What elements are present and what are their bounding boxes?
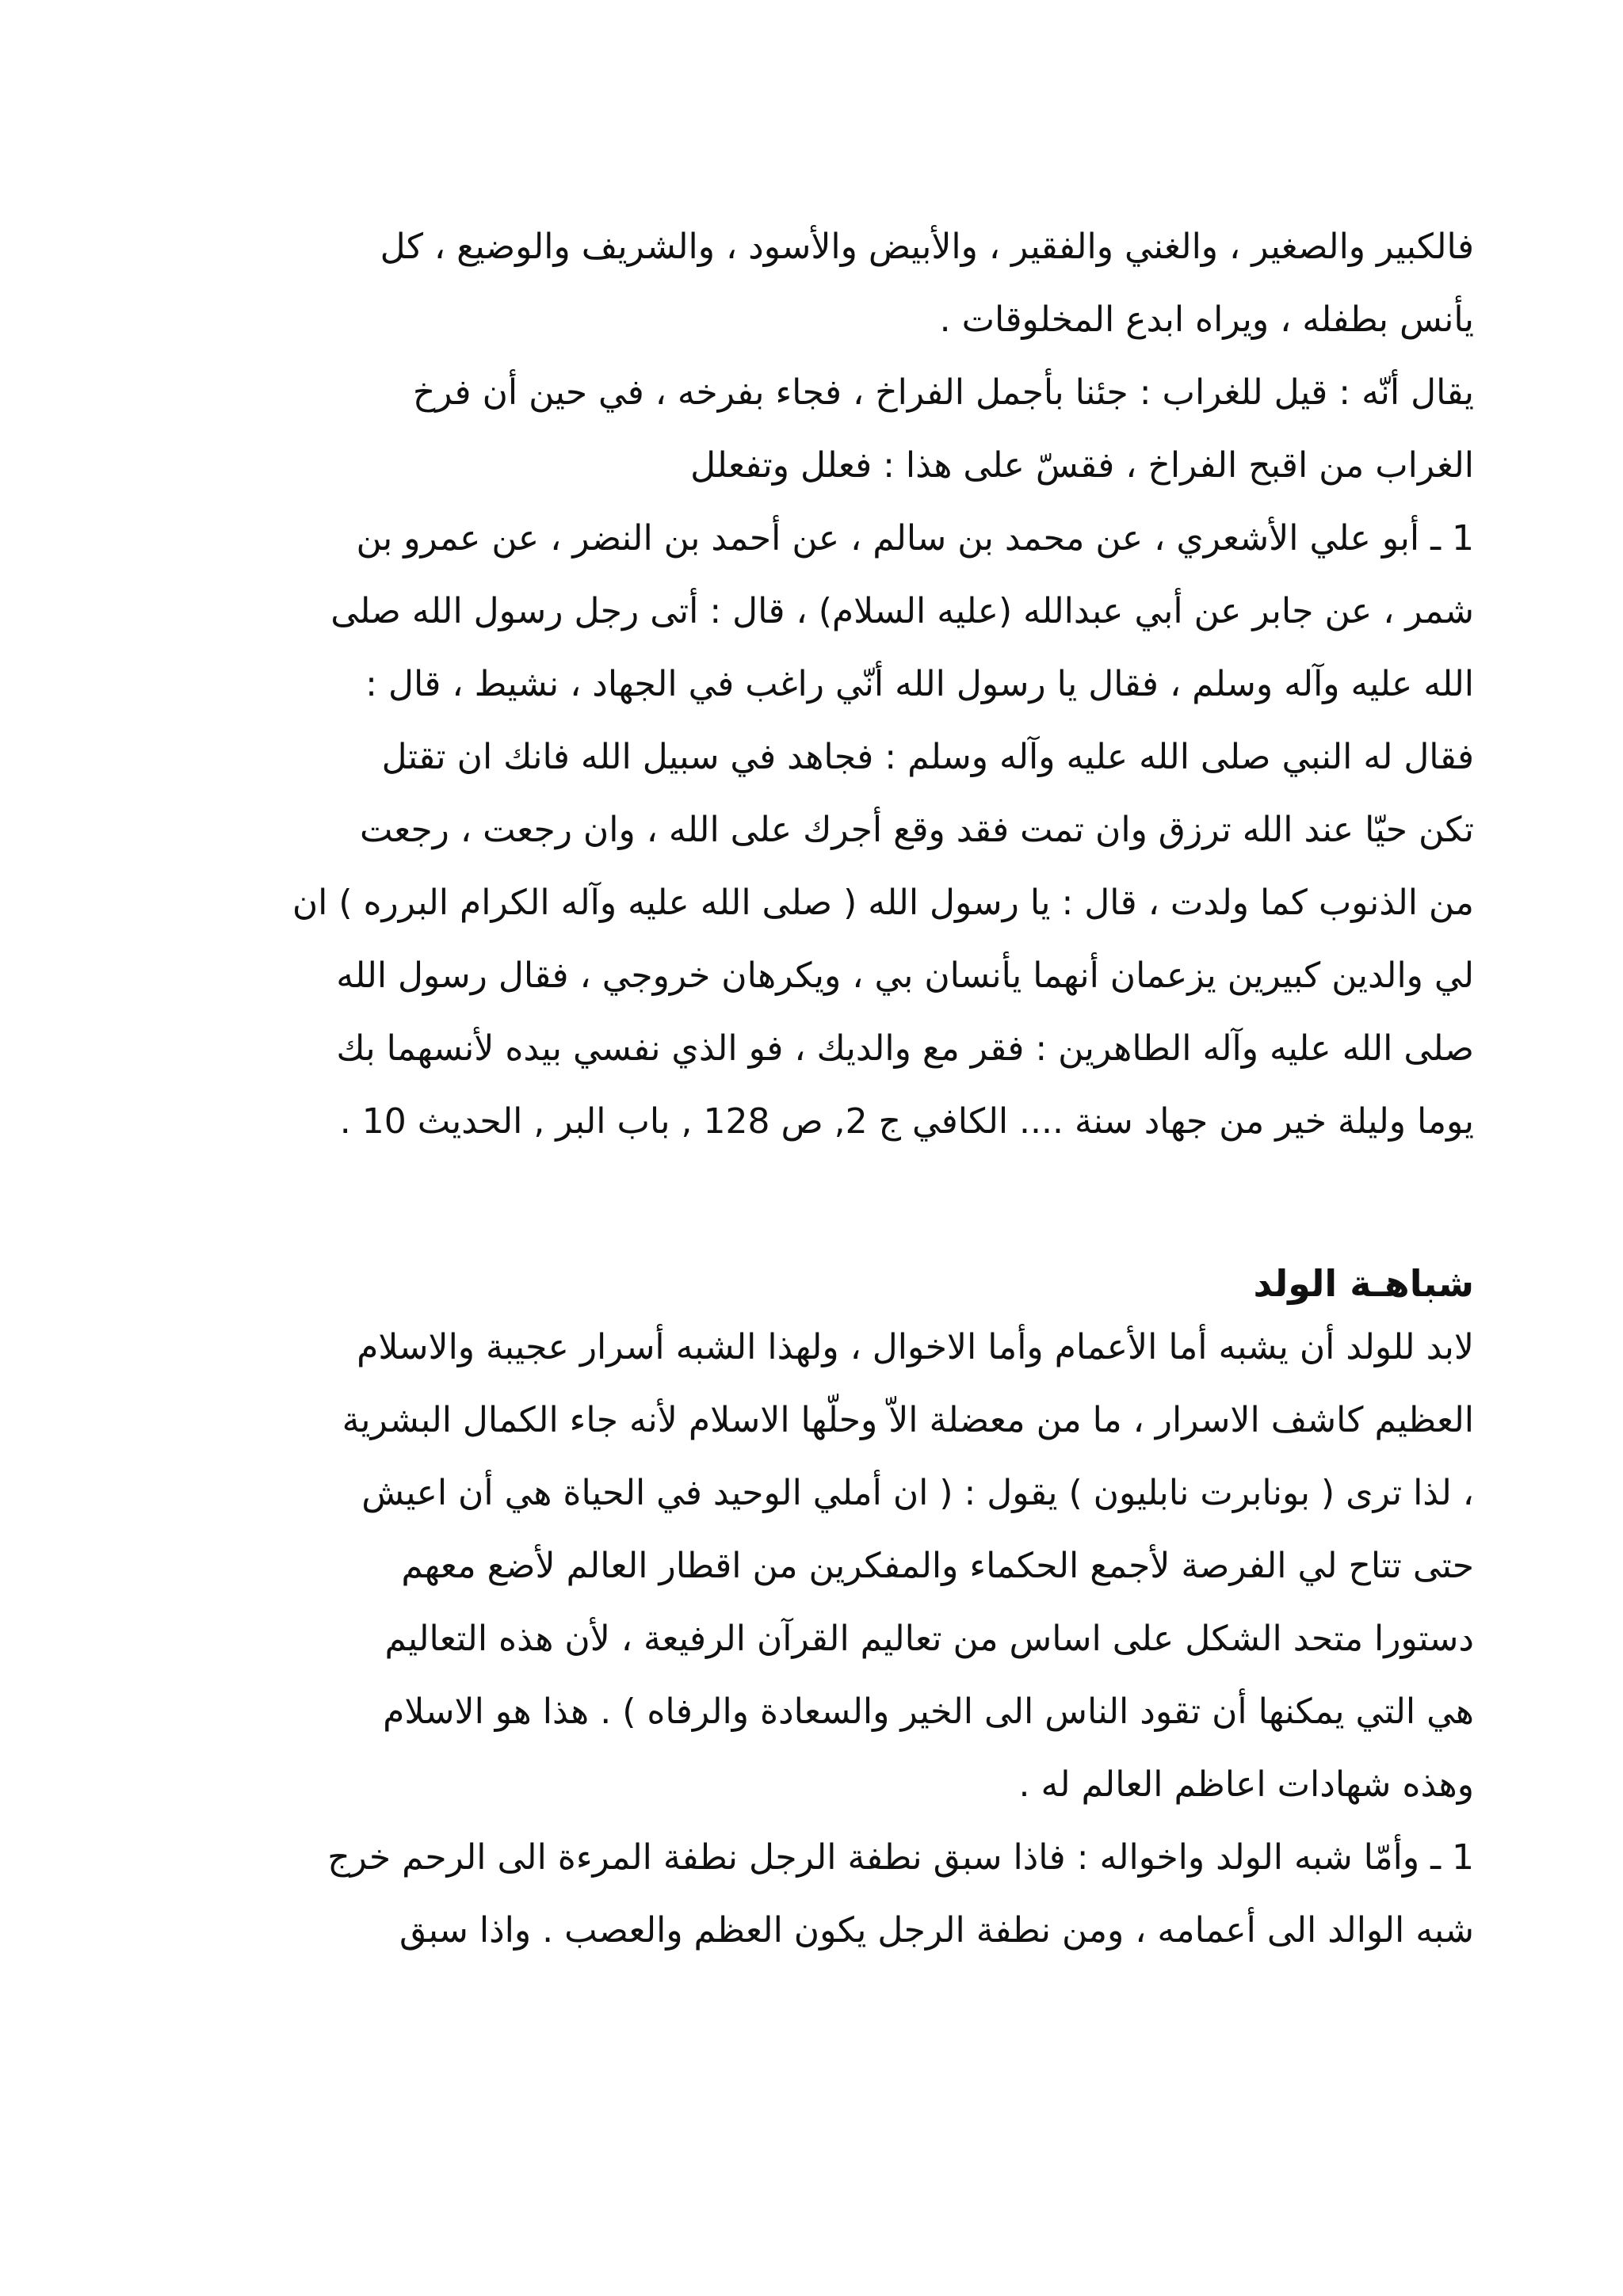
text-line: ، لذا ترى ( بونابرت نابليون ) يقول : ( ان أملي الوحيد في الحياة هي أن اعيش <box>361 1473 1474 1513</box>
text-line: الغراب من اقبح الفراخ ، فقسّ على هذا : فعلل وتفعلل <box>690 445 1474 486</box>
text-line: فالكبير والصغير ، والغني والفقير ، والأبيض والأسود ، والشريف والوضيع ، كل <box>380 227 1474 267</box>
text-line: العظيم كاشف الاسرار ، ما من معضلة الاّ وحلّها الاسلام لأنه جاء الكمال البشرية <box>342 1400 1474 1440</box>
text-line: 1 ـ وأمّا شبه الولد واخواله : فاذا سبق نطفة الرجل نطفة المرءة الى الرحم خرج <box>327 1837 1474 1878</box>
paragraph-block-intro <box>155 211 1474 1158</box>
text-line: وهذه شهادات اعاظم العالم له . <box>1018 1764 1474 1805</box>
text-line: الله عليه وآله وسلم ، فقال يا رسول الله أنّي راغب في الجهاد ، نشيط ، قال : <box>365 664 1474 704</box>
text-line: لي والدين كبيرين يزعمان أنهما يأنسان بي ، ويكرهان خروجي ، فقال رسول الله <box>336 955 1474 996</box>
text-line: حتى تتاح لي الفرصة لأجمع الحكماء والمفكرين من اقطار العالم لأضع معهم <box>401 1546 1474 1586</box>
text-line: يوما وليلة خير من جهاد سنة .... الكافي ج 2, ص 128 , باب البر , الحديث 10 . <box>339 1101 1474 1142</box>
text-line: يأنس بطفله ، ويراه ابدع المخلوقات . <box>939 299 1474 340</box>
text-line: تكن حيّا عند الله ترزق وان تمت فقد وقع أجرك على الله ، وان رجعت ، رجعت <box>360 810 1474 850</box>
text-line: شبه الوالد الى أعمامه ، ومن نطفة الرجل يكون العظم والعصب . واذا سبق <box>399 1910 1474 1951</box>
text-line: يقال أنّه : قيل للغراب : جئنا بأجمل الفراخ ، فجاء بفرخه ، في حين أن فرخ <box>412 372 1474 413</box>
text-line: دستورا متحد الشكل على اساس من تعاليم القرآن الرفيعة ، لأن هذه التعاليم <box>384 1619 1474 1659</box>
paragraph-block-resemblance <box>155 1311 1474 1967</box>
text-line: 1 ـ أبو علي الأشعري ، عن محمد بن سالم ، عن أحمد بن النضر ، عن عمرو بن <box>356 518 1474 559</box>
text-line: فقال له النبي صلى الله عليه وآله وسلم : فجاهد في سبيل الله فانك ان تقتل <box>381 737 1474 777</box>
text-line: صلى الله عليه وآله الطاهرين : فقر مع والديك ، فو الذي نفسي بيده لأنسهما بك <box>336 1028 1474 1069</box>
text-line: من الذنوب كما ولدت ، قال : يا رسول الله ( صلى الله عليه وآله الكرام البرره ) ان <box>292 883 1474 923</box>
text-line: شمر ، عن جابر عن أبي عبدالله (عليه السلام) ، قال : أتى رجل رسول الله صلى <box>330 591 1474 631</box>
section-heading: شباهـة الولد <box>1253 1262 1474 1305</box>
text-line: هي التي يمكنها أن تقود الناس الى الخير والسعادة والرفاه ) . هذا هو الاسلام <box>383 1691 1474 1732</box>
text-line: لابد للولد أن يشبه أما الأعمام وأما الاخوال ، ولهذا الشبه أسرار عجيبة والاسلام <box>357 1327 1474 1367</box>
